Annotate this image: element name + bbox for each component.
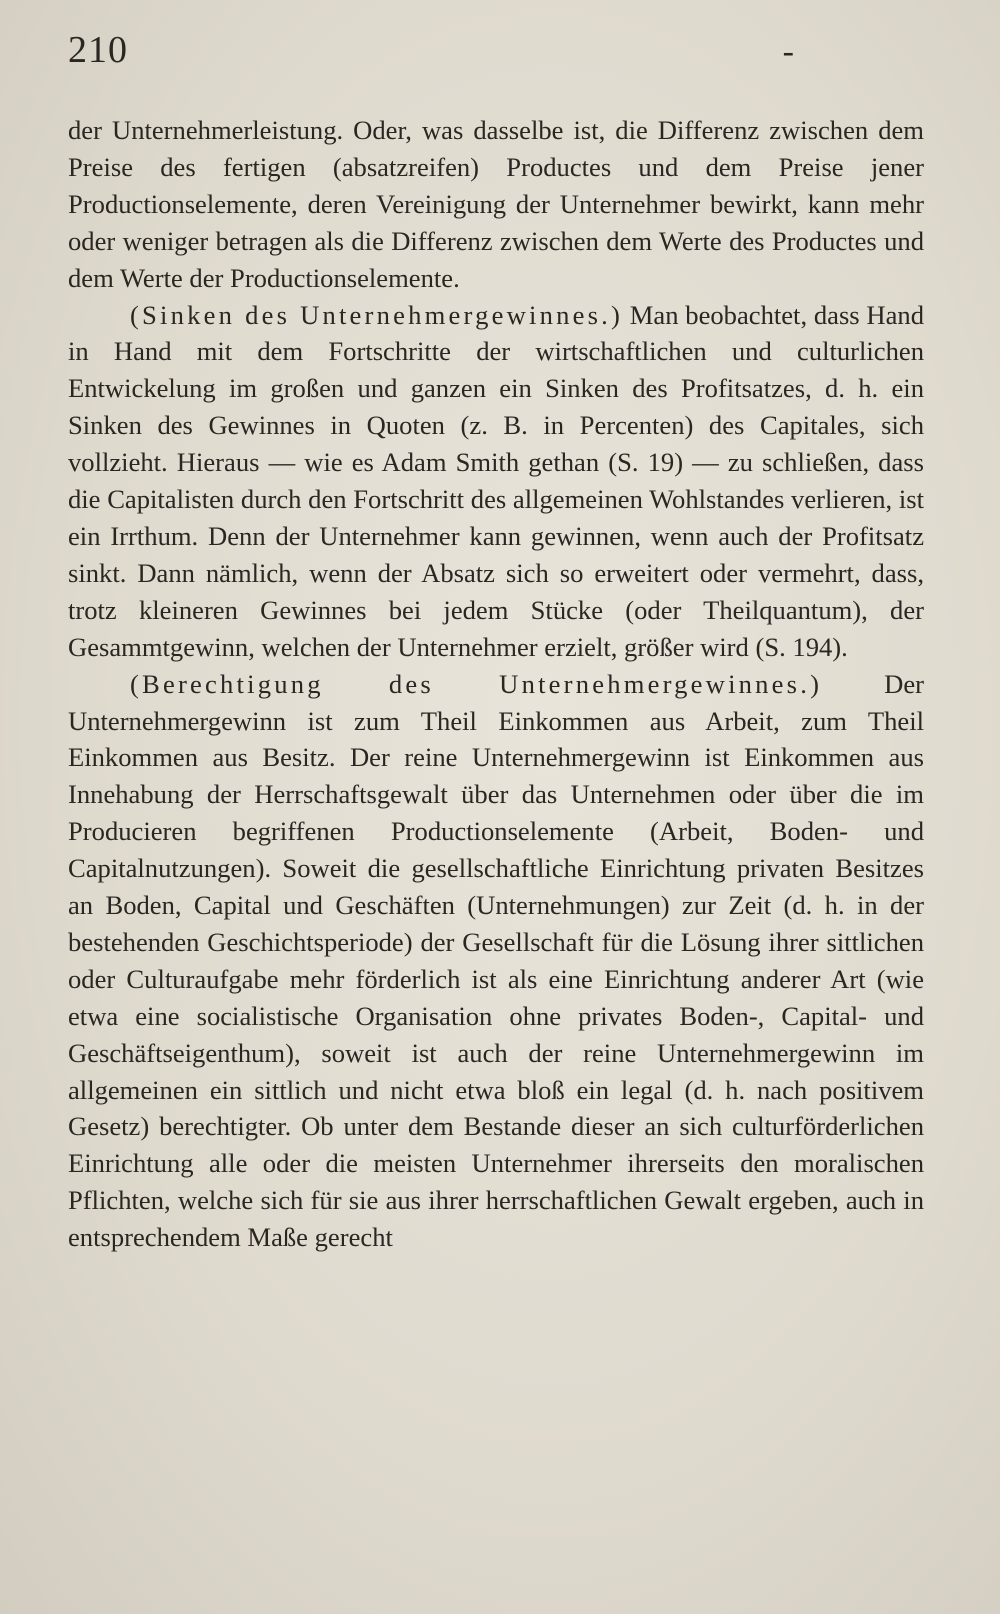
paragraph bbox=[68, 297, 924, 666]
page-body bbox=[68, 112, 924, 1256]
page-number: 210 bbox=[68, 29, 128, 71]
paragraph bbox=[68, 112, 924, 297]
paragraph-text: Man beobachtet, dass Hand in Hand mit dem Fortschritte der wirtschaftlichen und culturlichen Entwickelung im großen und ganzen ein Sinken des Profitsatzes, d. h. ein Sinken des Gewinnes in Quoten (z. B. in Percenten) des Capitales, sich vollzieht. Hieraus — wie es Adam Smith gethan (S. 19) — zu schließen, dass die Capitalisten durch den Fortschritt des allgemeinen Wohlstandes verlieren, ist ein Irrthum. Denn der Unternehmer kann gewinnen, wenn auch der Profitsatz sinkt. Dann nämlich, wenn der Absatz sich so erweitert oder vermehrt, dass, trotz kleineren Gewinnes bei jedem Stücke (oder Theilquantum), der Gesammtgewinn, welchen der Unternehmer erzielt, größer wird (S. 194). bbox=[68, 299, 924, 662]
header-mark: - bbox=[782, 33, 794, 70]
paragraph bbox=[68, 666, 924, 1257]
section-heading: (Berechtigung des Unternehmergewinnes.) bbox=[130, 668, 823, 699]
section-heading: (Sinken des Unternehmergewinnes.) bbox=[130, 299, 624, 330]
paragraph-text: der Unternehmerleistung. Oder, was dasselbe ist, die Differenz zwischen dem Preise des fertigen (absatzreifen) Productes und dem Preise jener Productionselemente, deren Vereinigung der Unternehmer bewirkt, kann mehr oder weniger betragen als die Differenz zwischen dem Werte des Productes und dem Werte der Productionselemente. bbox=[68, 115, 924, 293]
paragraph-text: Der Unternehmergewinn ist zum Theil Einkommen aus Arbeit, zum Theil Einkommen aus Besitz. Der reine Unternehmergewinn ist Einkommen aus Innehabung der Herrschaftsgewalt über das Unternehmen oder über die im Producieren begriffenen Productionselemente (Arbeit, Boden- und Capitalnutzungen). Soweit die gesellschaftliche Einrichtung privaten Besitzes an Boden, Capital und Geschäften (Unternehmungen) zur Zeit (d. h. in der bestehenden Geschichtsperiode) der Gesellschaft für die Lösung ihrer sittlichen oder Culturaufgabe mehr förderlich ist als eine Einrichtung anderer Art (wie etwa eine socialistische Organisation ohne privates Boden-, Capital- und Geschäftseigenthum), soweit ist auch der reine Unternehmergewinn im allgemeinen ein sittlich und nicht etwa bloß ein legal (d. h. nach positivem Gesetz) berechtigter. Ob unter dem Bestande dieser an sich culturförderlichen Einrichtung alle oder die meisten Unternehmer ihrerseits den moralischen Pflichten, welche sich für sie aus ihrer herrschaftlichen Gewalt ergeben, auch in entsprechendem Maße gerecht bbox=[68, 668, 924, 1253]
page-header bbox=[68, 28, 924, 86]
